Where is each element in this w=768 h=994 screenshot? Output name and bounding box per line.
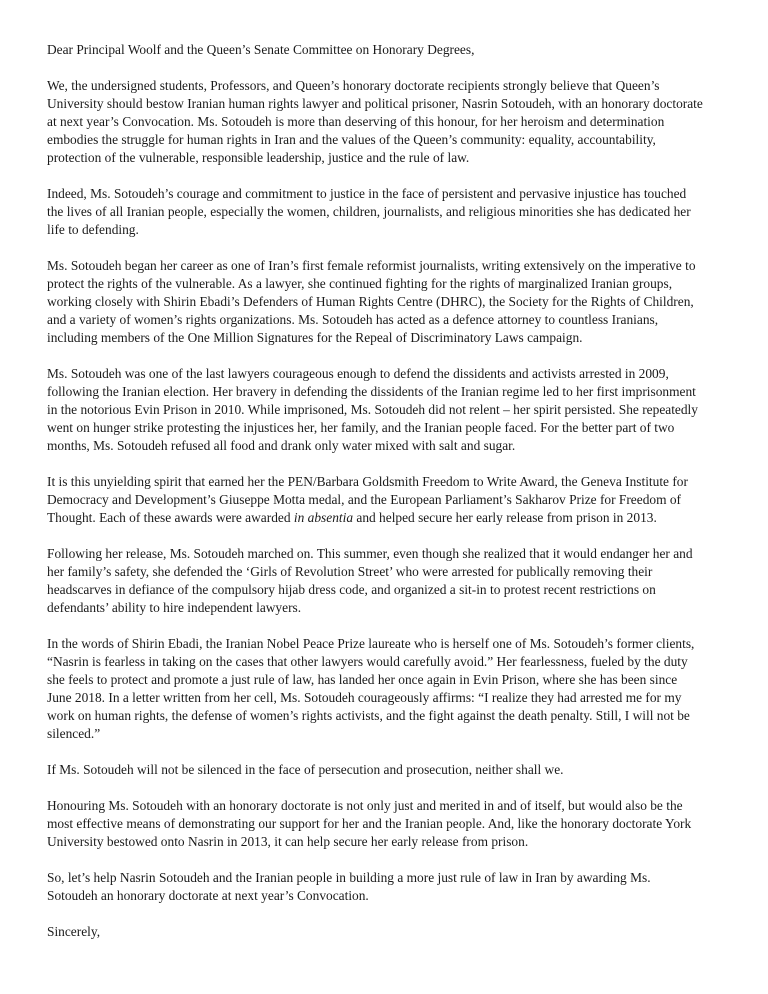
paragraph-courage xyxy=(47,185,727,239)
text-line: Democracy and Development’s Giuseppe Motta medal, and the European Parliament’s Sakharov Prize for Freedom of xyxy=(47,492,682,507)
closing: Sincerely, xyxy=(47,924,101,939)
text-segment: Thought. Each of these awards were awarded xyxy=(47,510,294,525)
text-line: life to defending. xyxy=(47,222,139,237)
text-line: in the notorious Evin Prison in 2010. While imprisoned, Ms. Sotoudeh did not relent – her spirit persisted. She repeatedly xyxy=(47,402,698,417)
text-line: If Ms. Sotoudeh will not be silenced in the face of persecution and prosecution, neither shall we. xyxy=(47,762,564,777)
italic-in-absentia: in absentia xyxy=(293,510,354,525)
paragraph-career xyxy=(47,257,727,347)
text-line: months, Ms. Sotoudeh refused all food and drank only water mixed with salt and sugar. xyxy=(47,438,516,453)
text-line: Sotoudeh an honorary doctorate at next year’s Convocation. xyxy=(47,888,369,903)
paragraph-honouring xyxy=(47,797,727,851)
text-line: following the Iranian election. Her bravery in defending the dissidents of the Iranian regime led to her first imprisonment xyxy=(47,384,696,399)
paragraph-intro xyxy=(47,77,727,167)
text-line: Ms. Sotoudeh began her career as one of Iran’s first female reformist journalists, writing extensively on the imperative to xyxy=(47,258,696,273)
paragraph-imprisonment xyxy=(47,365,727,455)
text-line: working closely with Shirin Ebadi’s Defenders of Human Rights Centre (DHRC), the Society for the Rights of Children, xyxy=(47,294,694,309)
text-line: Indeed, Ms. Sotoudeh’s courage and commitment to justice in the face of persistent and pervasive injustice has touched xyxy=(47,186,687,201)
text-line: June 2018. In a letter written from her cell, Ms. Sotoudeh courageously affirms: “I realize they had arrested me for my xyxy=(47,690,682,705)
text-line: protection of the vulnerable, responsible leadership, justice and the rule of law. xyxy=(47,150,470,165)
text-line: her family’s safety, she defended the ‘Girls of Revolution Street’ who were arrested for publically removing their xyxy=(47,564,653,579)
text-line: protect the rights of the vulnerable. As a lawyer, she continued fighting for the rights of marginalized Iranian groups, xyxy=(47,276,673,291)
paragraph-not-silenced xyxy=(47,761,727,779)
text-line: Ms. Sotoudeh was one of the last lawyers courageous enough to defend the dissidents and activists arrested in 2009, xyxy=(47,366,669,381)
text-line-awards-last xyxy=(47,509,727,527)
text-line: University bestowed onto Nasrin in 2013, it can help secure her early release from prison. xyxy=(47,834,529,849)
text-line: the lives of all Iranian people, especially the women, children, journalists, and religious minorities she has dedicated her xyxy=(47,204,691,219)
text-line: went on hunger strike protesting the injustices her, her family, and the Iranian people faced. For the better part of two xyxy=(47,420,675,435)
text-line: defendants’ ability to hire independent lawyers. xyxy=(47,600,302,615)
text-line: University should bestow Iranian human rights lawyer and political prisoner, Nasrin Sotoudeh, with an honorary doctorate xyxy=(47,96,703,111)
paragraph-ebadi-quote xyxy=(47,635,727,743)
text-line: embodies the struggle for human rights in Iran and the values of the Queen’s community: equality, accountability, xyxy=(47,132,656,147)
text-line: “Nasrin is fearless in taking on the cases that other lawyers would carefully avoid.” Her fearlessness, fueled by the duty xyxy=(47,654,688,669)
paragraph-awards xyxy=(47,473,727,527)
text-line: In the words of Shirin Ebadi, the Iranian Nobel Peace Prize laureate who is herself one of Ms. Sotoudeh’s former clients, xyxy=(47,636,695,651)
text-line: most effective means of demonstrating our support for her and the Iranian people. And, like the honorary doctorate York xyxy=(47,816,692,831)
text-line: It is this unyielding spirit that earned her the PEN/Barbara Goldsmith Freedom to Write Award, the Geneva Institute for xyxy=(47,474,688,489)
text-line: So, let’s help Nasrin Sotoudeh and the Iranian people in building a more just rule of law in Iran by awarding Ms. xyxy=(47,870,651,885)
text-line: silenced.” xyxy=(47,726,101,741)
text-line: including members of the One Million Signatures for the Repeal of Discriminatory Laws campaign. xyxy=(47,330,583,345)
text-line: We, the undersigned students, Professors, and Queen’s honorary doctorate recipients strongly believe that Queen’s xyxy=(47,78,660,93)
text-line: Honouring Ms. Sotoudeh with an honorary doctorate is not only just and merited in and of itself, but would also be the xyxy=(47,798,683,813)
text-line: Following her release, Ms. Sotoudeh marched on. This summer, even though she realized that it would endanger her and xyxy=(47,546,693,561)
text-line: work on human rights, the defense of women’s rights activists, and the fight against the death penalty. Still, I will not be xyxy=(47,708,690,723)
letter-page xyxy=(47,41,727,959)
salutation: Dear Principal Woolf and the Queen’s Senate Committee on Honorary Degrees, xyxy=(47,42,475,57)
text-line: headscarves in defiance of the compulsory hijab dress code, and organized a sit-in to protest recent restrictions on xyxy=(47,582,656,597)
text-line: and a variety of women’s rights organizations. Ms. Sotoudeh has acted as a defence attorney to countless Iranians, xyxy=(47,312,659,327)
text-line: she feels to protect and promote a just rule of law, has landed her once again in Evin Prison, where she has been since xyxy=(47,672,678,687)
paragraph-release xyxy=(47,545,727,617)
paragraph-call-to-action xyxy=(47,869,727,905)
text-segment: and helped secure her early release from prison in 2013. xyxy=(353,510,657,525)
text-line: at next year’s Convocation. Ms. Sotoudeh is more than deserving of this honour, for her heroism and determination xyxy=(47,114,665,129)
